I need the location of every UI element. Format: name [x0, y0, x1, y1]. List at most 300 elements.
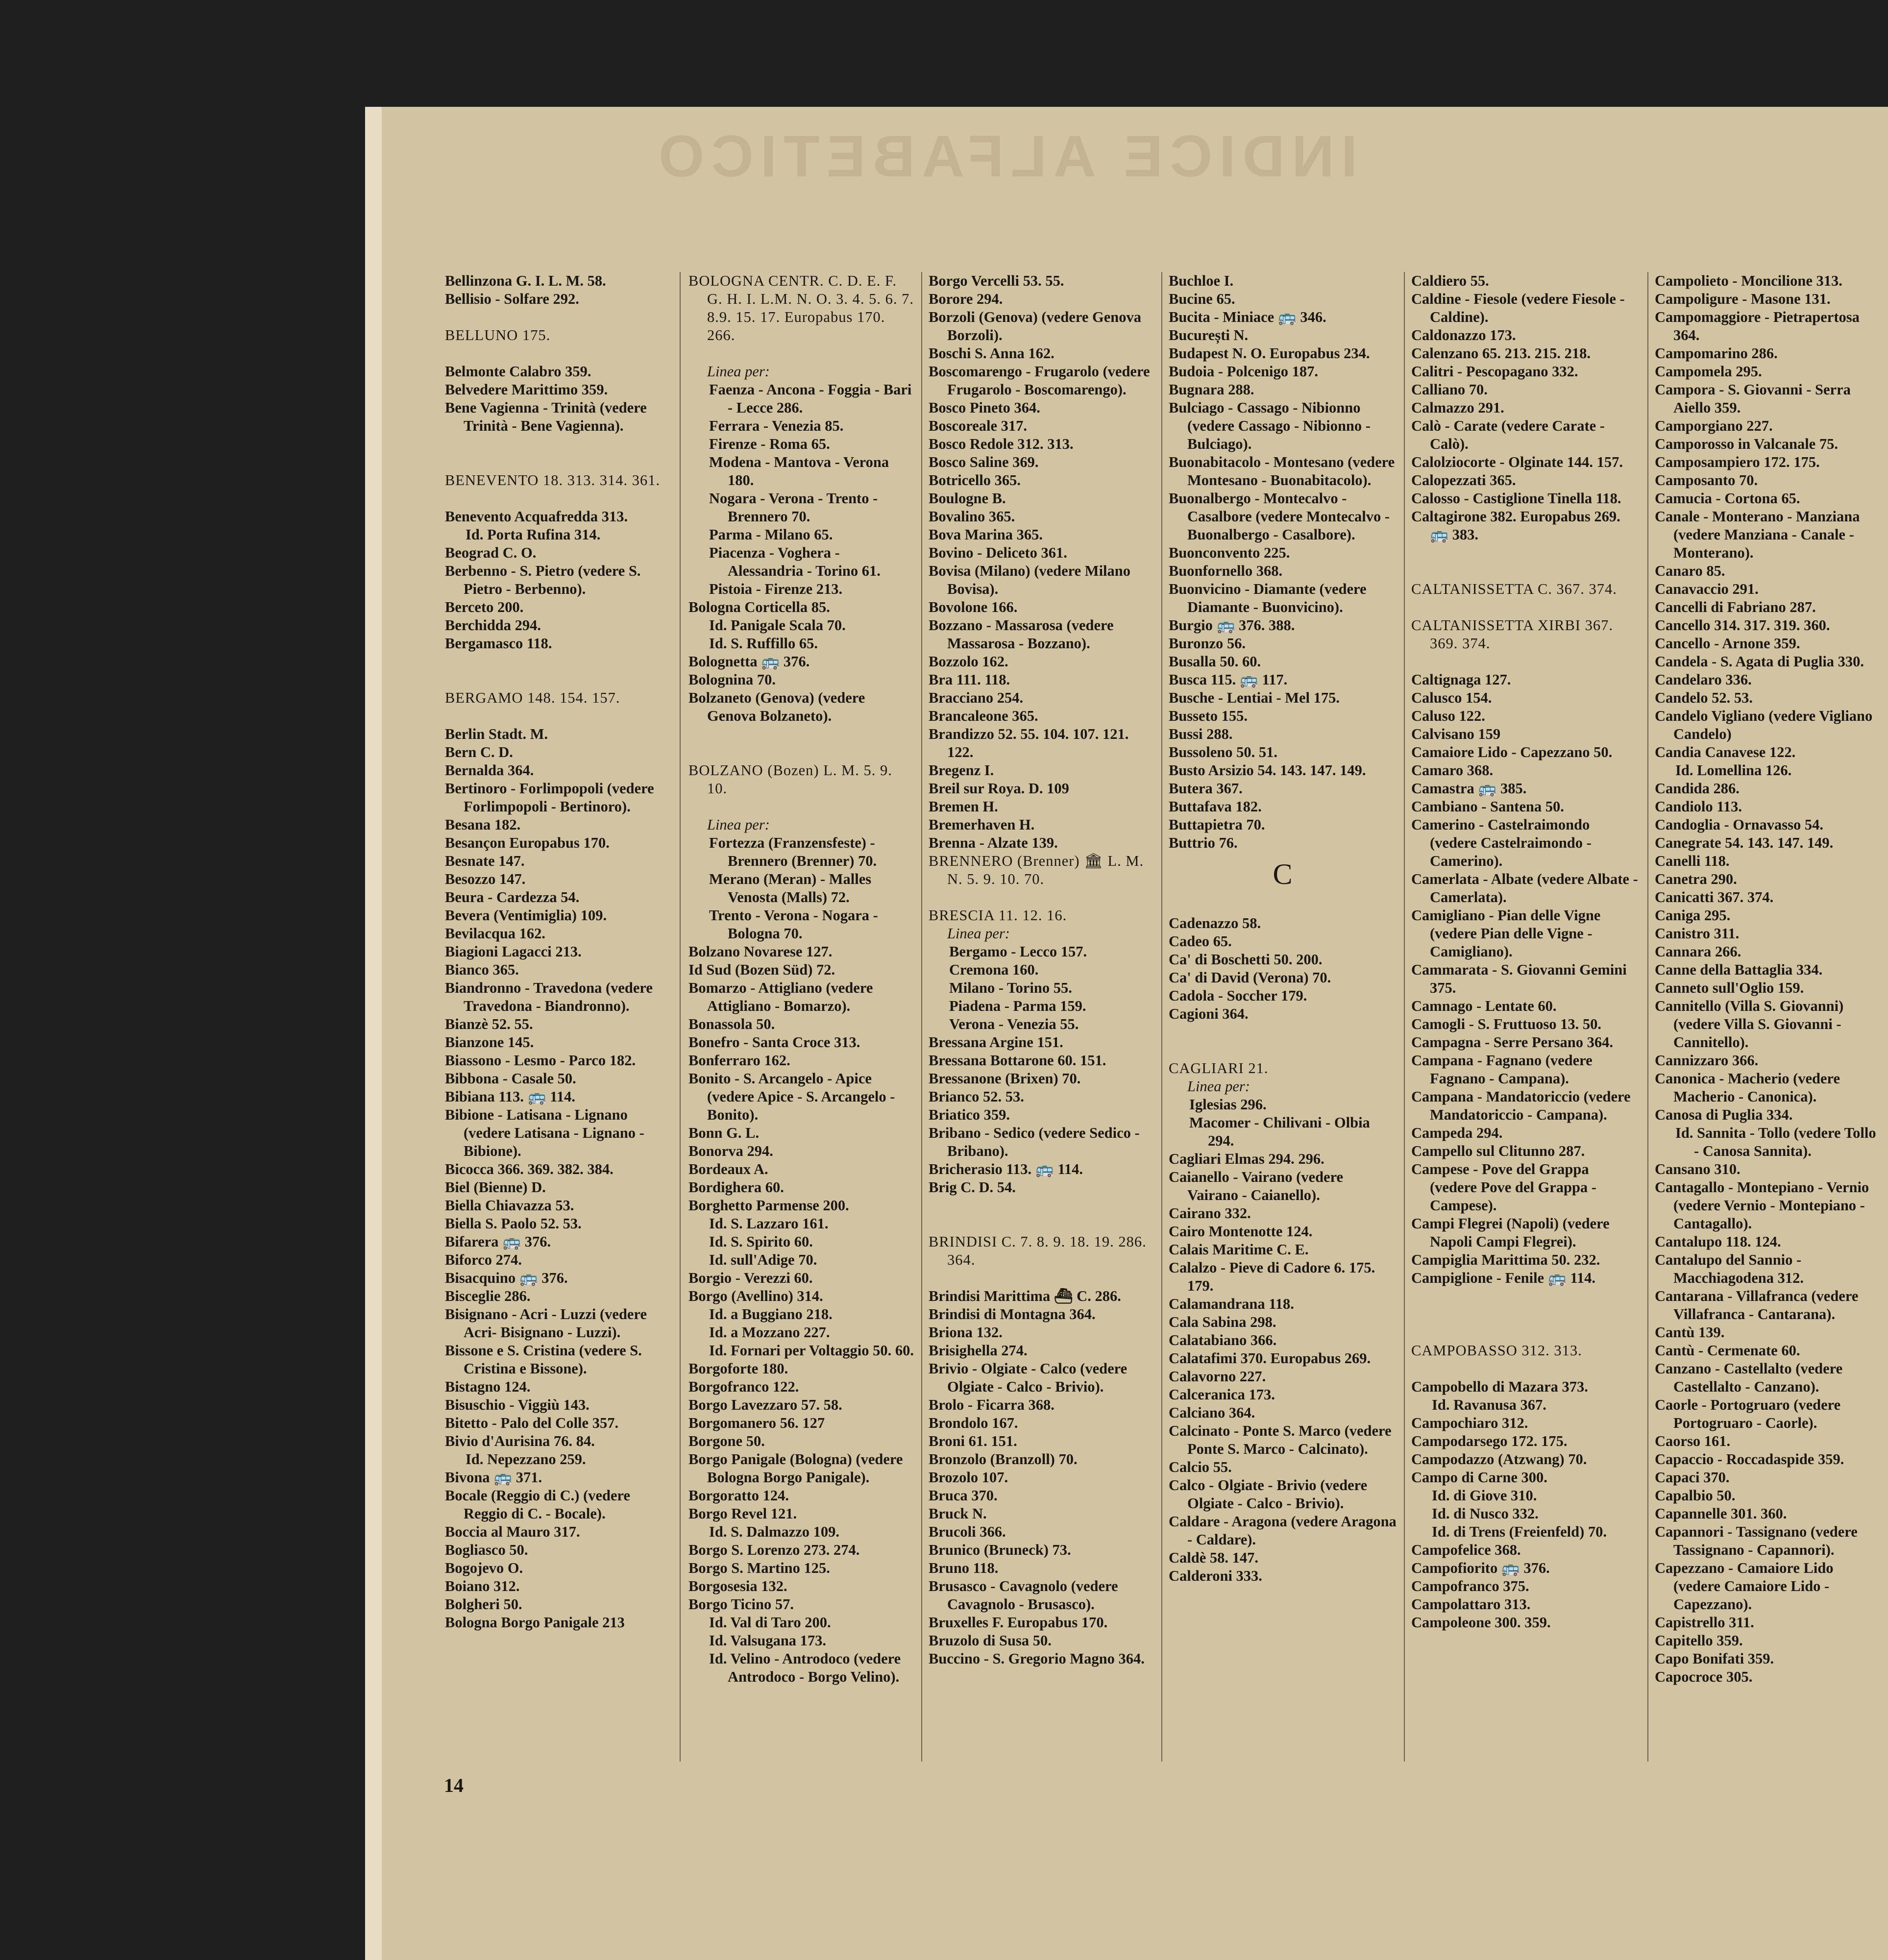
index-entry: Boscoreale 317. [929, 417, 1028, 434]
index-entry: Calciano 364. [1169, 1404, 1255, 1421]
index-entry: Busseto 155. [1169, 708, 1248, 724]
index-entry: Cadeo 65. [1169, 933, 1232, 950]
index-entry: Candiolo 113. [1655, 798, 1742, 815]
index-entry: Buonabitacolo - Montesano (vedere Montesano - Buonabitacolo). [1169, 454, 1395, 489]
index-entry: Bicocca 366. 369. 382. 384. [445, 1161, 613, 1177]
index-entry: Campolieto - Moncilione 313. [1655, 272, 1842, 289]
index-entry: Cadenazzo 58. [1169, 915, 1261, 931]
index-column-2 [688, 272, 916, 1796]
index-entry: Bonn G. L. [688, 1125, 760, 1141]
index-entry: Borgo S. Martino 125. [688, 1560, 830, 1576]
index-entry: Calavorno 227. [1169, 1368, 1266, 1385]
index-entry: Cambiano - Santena 50. [1411, 798, 1564, 815]
index-entry: Buonvicino - Diamante (vedere Diamante - Buonvicino). [1169, 581, 1367, 615]
index-entry: Bonito - S. Arcangelo - Apice (vedere Apice - S. Arcangelo - Bonito). [688, 1070, 895, 1123]
index-entry: Cagioni 364. [1169, 1005, 1249, 1022]
line-label: Linea per: [947, 925, 1010, 942]
index-entry: Campoligure - Masone 131. [1655, 291, 1831, 307]
index-subentry: Parma - Milano 65. [709, 526, 833, 543]
index-entry: Campolattaro 313. [1411, 1596, 1531, 1613]
index-entry: Campomarino 286. [1655, 345, 1778, 362]
index-entry: Ca' di Boschetti 50. 200. [1169, 951, 1323, 968]
index-entry: Budoia - Polcenigo 187. [1169, 363, 1319, 380]
index-entry: Cantalupo del Sannio - Macchiagodena 312. [1655, 1251, 1804, 1286]
index-entry: Bruno 118. [929, 1560, 999, 1576]
index-entry: Borghetto Parmense 200. [688, 1197, 849, 1214]
index-entry: Camucia - Cortona 65. [1655, 490, 1800, 507]
page-number: 14 [444, 1774, 464, 1796]
index-entry: Borgo S. Lorenzo 273. 274. [688, 1542, 860, 1558]
index-entry: Candelaro 336. [1655, 671, 1752, 688]
index-entry: Caldonazzo 173. [1411, 327, 1516, 343]
index-subentry: Piacenza - Voghera - Alessandria - Torino 61. [709, 544, 881, 579]
index-entry: Besozzo 147. [445, 871, 526, 887]
index-entry: Canicatti 367. 374. [1655, 889, 1774, 906]
index-entry: Bisceglie 286. [445, 1288, 531, 1304]
index-subentry: Bergamo - Lecco 157. [949, 943, 1087, 960]
index-entry: Buttapietra 70. [1169, 816, 1265, 833]
index-heading: CALTANISSETTA C. 367. 374. [1411, 581, 1617, 597]
index-entry: Canegrate 54. 143. 147. 149. [1655, 834, 1834, 851]
index-entry: Brig C. D. 54. [929, 1179, 1016, 1196]
index-entry: Cairo Montenotte 124. [1169, 1223, 1313, 1240]
index-entry: Bregenz I. [929, 762, 994, 779]
index-entry: Besnate 147. [445, 853, 525, 869]
index-entry: Bianzone 145. [445, 1034, 534, 1051]
index-entry: Borgo Lavezzaro 57. 58. [688, 1396, 842, 1413]
index-entry: Calco - Olgiate - Brivio (vedere Olgiate - Calco - Brivio). [1169, 1477, 1368, 1512]
index-entry: Bistagno 124. [445, 1378, 531, 1395]
index-entry: Biella Chiavazza 53. [445, 1197, 574, 1214]
index-entry: Bibbona - Casale 50. [445, 1070, 576, 1087]
index-entry: Bogojevo O. [445, 1560, 523, 1576]
index-entry: Bevilacqua 162. [445, 925, 546, 942]
spacer [688, 344, 916, 363]
index-entry: Borgio - Verezzi 60. [688, 1270, 813, 1286]
index-entry: Bracciano 254. [929, 689, 1024, 706]
index-entry: Capistrello 311. [1655, 1614, 1754, 1631]
index-entry: Bussoleno 50. 51. [1169, 744, 1278, 760]
index-entry: Camogli - S. Fruttuoso 13. 50. [1411, 1016, 1602, 1032]
index-entry: Benevento Acquafredda 313. [445, 508, 628, 525]
index-entry: Boschi S. Anna 162. [929, 345, 1054, 362]
index-entry: Bosco Pineto 364. [929, 399, 1040, 416]
index-heading: CAGLIARI 21. [1169, 1060, 1269, 1077]
index-entry: Calosso - Castiglione Tinella 118. [1411, 490, 1621, 507]
index-entry: Calalzo - Pieve di Cadore 6. 175. 179. [1169, 1259, 1375, 1294]
index-entry: Capaci 370. [1655, 1469, 1730, 1486]
index-entry: Bolognina 70. [688, 671, 776, 688]
index-entry: Canonica - Macherio (vedere Macherio - Canonica). [1655, 1070, 1840, 1105]
index-entry: Bruxelles F. Europabus 170. [929, 1614, 1108, 1631]
index-entry: Campochiaro 312. [1411, 1415, 1528, 1431]
index-entry: Boulogne B. [929, 490, 1006, 507]
index-entry: Brianco 52. 53. [929, 1088, 1024, 1105]
index-entry: Candelo Vigliano (vedere Vigliano Candelo) [1655, 708, 1873, 742]
index-entry: Cammarata - S. Giovanni Gemini 375. [1411, 961, 1627, 996]
index-entry: Camposampiero 172. 175. [1655, 454, 1820, 470]
index-subentry: Faenza - Ancona - Foggia - Bari - Lecce 286. [709, 381, 912, 416]
spacer [445, 344, 673, 363]
index-entry: Buttrio 76. [1169, 834, 1238, 851]
index-entry: Caltignaga 127. [1411, 671, 1511, 688]
index-subentry: Id. Ravanusa 367. [1432, 1396, 1546, 1413]
index-entry: Buchloe I. [1169, 272, 1234, 289]
index-entry: Bolognetta 🚌 376. [688, 653, 810, 670]
index-entry: Borgofranco 122. [688, 1378, 799, 1395]
index-entry: Ca' di David (Verona) 70. [1169, 969, 1331, 986]
index-entry: Borgo Panigale (Bologna) (vedere Bologna Borgo Panigale). [688, 1451, 903, 1486]
index-entry: Bovolone 166. [929, 599, 1018, 615]
index-subentry: Milano - Torino 55. [949, 980, 1072, 996]
index-entry: Canosa di Puglia 334. [1655, 1106, 1793, 1123]
index-entry: Campiglia Marittima 50. 232. [1411, 1251, 1600, 1268]
index-entry: Beura - Cardezza 54. [445, 889, 580, 906]
index-entry: Borore 294. [929, 291, 1003, 307]
index-entry: Bolgheri 50. [445, 1596, 522, 1613]
index-heading: BOLZANO (Bozen) L. M. 5. 9. 10. [688, 762, 892, 797]
index-entry: Buronzo 56. [1169, 635, 1246, 652]
index-entry: Boiano 312. [445, 1578, 520, 1594]
index-entry: Biagioni Lagacci 213. [445, 943, 582, 960]
index-entry: Cantagallo - Montepiano - Vernio (vedere Vernio - Montepiano - Cantagallo). [1655, 1179, 1869, 1232]
index-subentry: Id. Fornari per Voltaggio 50. 60. [709, 1342, 914, 1359]
index-entry: Caldare - Aragona (vedere Aragona - Caldare). [1169, 1513, 1397, 1548]
index-entry: Campofelice 368. [1411, 1542, 1521, 1558]
index-entry: Bissone e S. Cristina (vedere S. Cristina e Bissone). [445, 1342, 642, 1377]
spacer [1169, 896, 1397, 914]
index-entry: Bern C. D. [445, 744, 513, 760]
index-entry: Busalla 50. 60. [1169, 653, 1261, 670]
index-column-6 [1655, 272, 1883, 1796]
index-subentry: Ferrara - Venezia 85. [709, 417, 844, 434]
index-entry: Calmazzo 291. [1411, 399, 1504, 416]
index-heading: CALTANISSETTA XIRBI 367. 369. 374. [1411, 617, 1613, 652]
index-subentry: Id. Val di Taro 200. [709, 1614, 831, 1631]
index-entry: Candelo 52. 53. [1655, 689, 1753, 706]
index-entry: Bosco Redole 312. 313. [929, 436, 1074, 452]
index-entry: Botricello 365. [929, 472, 1021, 489]
index-entry: Campodarsego 172. 175. [1411, 1433, 1568, 1449]
index-entry: Boccia al Mauro 317. [445, 1523, 580, 1540]
index-subentry: Pistoia - Firenze 213. [709, 581, 843, 597]
index-entry: Bisacquino 🚌 376. [445, 1270, 568, 1286]
index-entry: Bellinzona G. I. L. M. 58. [445, 272, 606, 289]
spacer [929, 1269, 1156, 1287]
index-subentry: Id. S. Spirito 60. [709, 1233, 813, 1250]
index-entry: Borgoforte 180. [688, 1360, 788, 1377]
index-entry: Bordeaux A. [688, 1161, 768, 1177]
index-heading: BRENNERO (Brenner) 🏛 L. M. N. 5. 9. 10. 70. [929, 853, 1144, 887]
index-entry: Bevera (Ventimiglia) 109. [445, 907, 607, 924]
index-entry: Beograd C. O. [445, 544, 537, 561]
index-entry: Bomarzo - Attigliano (vedere Attigliano - Bomarzo). [688, 980, 873, 1014]
index-entry: Bologna Borgo Panigale 213 [445, 1614, 625, 1631]
index-entry: Caltagirone 382. Europabus 269. 🚌 383. [1411, 508, 1620, 543]
index-entry: Bulciago - Cassago - Nibionno (vedere Cassago - Nibionno - Bulciago). [1169, 399, 1371, 452]
index-entry: Bremen H. [929, 798, 998, 815]
index-entry: Calitri - Pescopagano 332. [1411, 363, 1578, 380]
index-entry: Bovino - Deliceto 361. [929, 544, 1067, 561]
index-entry: Brancaleone 365. [929, 708, 1038, 724]
index-entry: Caldè 58. 147. [1169, 1549, 1258, 1566]
index-entry: Bozzano - Massarosa (vedere Massarosa - Bozzano). [929, 617, 1114, 652]
index-entry: Campofranco 375. [1411, 1578, 1529, 1594]
index-entry: Campana - Fagnano (vedere Fagnano - Campana). [1411, 1052, 1593, 1087]
index-entry: Belvedere Marittimo 359. [445, 381, 608, 398]
index-entry: Bovisa (Milano) (vedere Milano Bovisa). [929, 563, 1130, 597]
index-entry: Buonalbergo - Montecalvo - Casalbore (vedere Montecalvo - Buonalbergo - Casalbore). [1169, 490, 1390, 543]
index-subentry: Id. di Trens (Freienfeld) 70. [1432, 1523, 1607, 1540]
index-entry: Candia Canavese 122. [1655, 744, 1796, 760]
index-entry: Bonefro - Santa Croce 313. [688, 1034, 860, 1051]
index-entry: Calusco 154. [1411, 689, 1492, 706]
index-entry: Boscomarengo - Frugarolo (vedere Frugarolo - Boscomarengo). [929, 363, 1150, 398]
index-entry: Borgomanero 56. 127 [688, 1415, 825, 1431]
index-entry: Brucoli 366. [929, 1523, 1006, 1540]
index-entry: Canzano - Castellalto (vedere Castellalto - Canzano). [1655, 1360, 1843, 1395]
spacer [445, 490, 673, 508]
index-entry: Canne della Battaglia 334. [1655, 961, 1823, 978]
index-entry: Burgio 🚌 376. 388. [1169, 617, 1295, 634]
index-entry: Cadola - Soccher 179. [1169, 987, 1307, 1004]
index-heading: BRINDISI C. 7. 8. 9. 18. 19. 286. 364. [929, 1233, 1147, 1268]
index-entry: Capocroce 305. [1655, 1668, 1753, 1685]
index-entry: Calvisano 159 [1411, 726, 1501, 742]
index-entry: Campese - Pove del Grappa (vedere Pove del Grappa - Campese). [1411, 1161, 1596, 1214]
spacer [1411, 1360, 1639, 1378]
index-entry: Budapest N. O. Europabus 234. [1169, 345, 1370, 362]
index-entry: Bucita - Miniace 🚌 346. [1169, 309, 1326, 325]
index-entry: Butera 367. [1169, 780, 1243, 797]
index-subentry: Cremona 160. [949, 961, 1039, 978]
index-entry: Calatabiano 366. [1169, 1332, 1277, 1348]
index-entry: Brivio - Olgiate - Calco (vedere Olgiate - Calco - Brivio). [929, 1360, 1128, 1395]
index-subentry: Id. Panigale Scala 70. [709, 617, 846, 634]
index-entry: Campana - Mandatoriccio (vedere Mandatoriccio - Campana). [1411, 1088, 1631, 1123]
index-entry: Brindisi di Montagna 364. [929, 1306, 1096, 1323]
index-entry: Campiglione - Fenile 🚌 114. [1411, 1270, 1596, 1286]
spacer [688, 725, 916, 761]
index-entry: Calcinato - Ponte S. Marco (vedere Ponte S. Marco - Calcinato). [1169, 1422, 1392, 1457]
index-entry: Camporosso in Valcanale 75. [1655, 436, 1838, 452]
index-entry: Bocale (Reggio di C.) (vedere Reggio di C. - Bocale). [445, 1487, 631, 1522]
column-divider [921, 272, 922, 1762]
index-subentry: Verona - Venezia 55. [949, 1016, 1079, 1032]
index-entry: Campodazzo (Atzwang) 70. [1411, 1451, 1587, 1468]
index-entry: Camporgiano 227. [1655, 417, 1773, 434]
index-subentry: Id. Velino - Antrodoco (vedere Antrodoco - Borgo Velino). [709, 1650, 901, 1685]
index-entry: Cantalupo 118. 124. [1655, 1233, 1781, 1250]
index-subentry: Modena - Mantova - Verona 180. [709, 454, 889, 489]
index-entry: Cantù 139. [1655, 1324, 1725, 1341]
index-entry: Camposanto 70. [1655, 472, 1758, 489]
index-entry: Brunico (Bruneck) 73. [929, 1542, 1071, 1558]
index-column-1 [445, 272, 673, 1796]
index-entry: Campomaggiore - Pietrapertosa 364. [1655, 309, 1860, 343]
index-entry: Biella S. Paolo 52. 53. [445, 1215, 582, 1232]
index-entry: Borgo Ticino 57. [688, 1596, 794, 1613]
index-entry: Biforco 274. [445, 1251, 522, 1268]
index-entry: Capitello 359. [1655, 1632, 1743, 1649]
index-entry: Cannizzaro 366. [1655, 1052, 1759, 1069]
index-subentry: Id. Porta Rufina 314. [466, 526, 601, 543]
spacer [929, 888, 1156, 906]
index-entry: Brolo - Ficarra 368. [929, 1396, 1054, 1413]
index-entry: Campomela 295. [1655, 363, 1762, 380]
index-subentry: Id. a Mozzano 227. [709, 1324, 830, 1341]
index-subentry: Trento - Verona - Nogara - Bologna 70. [709, 907, 878, 942]
index-entry: Borzoli (Genova) (vedere Genova Borzoli). [929, 309, 1141, 343]
index-entry: Bordighera 60. [688, 1179, 784, 1196]
index-entry: Candida 286. [1655, 780, 1740, 797]
index-entry: Capannori - Tassignano (vedere Tassignano - Capannori). [1655, 1523, 1858, 1558]
index-entry: Campora - S. Giovanni - Serra Aiello 359. [1655, 381, 1851, 416]
spacer [1411, 1287, 1639, 1342]
index-entry: Canneto sull'Oglio 159. [1655, 980, 1804, 996]
index-entry: Bovalino 365. [929, 508, 1015, 525]
index-entry: Bertinoro - Forlimpopoli (vedere Forlimpopoli - Bertinoro). [445, 780, 654, 815]
index-entry: Bogliasco 50. [445, 1542, 528, 1558]
index-entry: Borgo (Avellino) 314. [688, 1288, 823, 1304]
index-entry: Cantù - Cermenate 60. [1655, 1342, 1800, 1359]
index-entry: Bruca 370. [929, 1487, 998, 1504]
index-entry: Caldine - Fiesole (vedere Fiesole - Caldine). [1411, 291, 1625, 325]
index-entry: Camerlata - Albate (vedere Albate - Camerlata). [1411, 871, 1638, 906]
index-entry: Caorso 161. [1655, 1433, 1731, 1449]
index-entry: Capannelle 301. 360. [1655, 1505, 1787, 1522]
index-entry: Bolzano Novarese 127. [688, 943, 833, 960]
index-entry: Camastra 🚌 385. [1411, 780, 1527, 797]
index-entry: Capalbio 50. [1655, 1487, 1736, 1504]
index-entry: Caianello - Vairano (vedere Vairano - Caianello). [1169, 1169, 1344, 1203]
index-entry: Campofiorito 🚌 376. [1411, 1560, 1550, 1576]
index-entry: Calcio 55. [1169, 1459, 1232, 1475]
index-subentry: Id. di Giove 310. [1432, 1487, 1537, 1504]
index-column-5 [1411, 272, 1639, 1796]
index-subentry: Fortezza (Franzensfeste) - Brennero (Brenner) 70. [709, 834, 877, 869]
index-entry: Borgo Revel 121. [688, 1505, 797, 1522]
index-subentry: Id. a Buggiano 218. [709, 1306, 833, 1323]
line-label: Linea per: [707, 363, 770, 380]
index-entry: Calceranica 173. [1169, 1386, 1275, 1403]
index-heading: BOLOGNA CENTR. C. D. E. F. G. H. I. L.M. N. O. 3. 4. 5. 6. 7. 8.9. 15. 17. Europabus 170. 266. [688, 272, 914, 343]
index-entry: Biel (Bienne) D. [445, 1179, 546, 1196]
index-entry: Bra 111. 118. [929, 671, 1010, 688]
index-entry: Id Sud (Bozen Süd) 72. [688, 961, 835, 978]
index-entry: Bruck N. [929, 1505, 987, 1522]
index-entry: Bronzolo (Branzoll) 70. [929, 1451, 1078, 1468]
index-subentry: Id. Lomellina 126. [1675, 762, 1792, 779]
index-entry: Brozolo 107. [929, 1469, 1008, 1486]
index-entry: Cannitello (Villa S. Giovanni) (vedere Villa S. Giovanni - Cannitello). [1655, 998, 1844, 1051]
index-entry: Bianzè 52. 55. [445, 1016, 533, 1032]
index-entry: Cala Sabina 298. [1169, 1314, 1276, 1330]
index-entry: Bologna Corticella 85. [688, 599, 830, 615]
index-entry: Breil sur Roya. D. 109 [929, 780, 1069, 797]
index-entry: Cansano 310. [1655, 1161, 1741, 1177]
index-entry: Bruzolo di Susa 50. [929, 1632, 1052, 1649]
index-subentry: Id. sull'Adige 70. [709, 1251, 817, 1268]
spacer [1411, 653, 1639, 671]
index-subentry: Id. S. Ruffillo 65. [709, 635, 818, 652]
index-entry: Camigliano - Pian delle Vigne (vedere Pian delle Vigne - Camigliano). [1411, 907, 1601, 960]
index-entry: Bivona 🚌 371. [445, 1469, 542, 1486]
index-entry: Canaro 85. [1655, 563, 1725, 579]
index-entry: Brisighella 274. [929, 1342, 1028, 1359]
index-entry: Buccino - S. Gregorio Magno 364. [929, 1650, 1145, 1667]
index-heading: CAMPOBASSO 312. 313. [1411, 1342, 1582, 1359]
index-entry: Cairano 332. [1169, 1205, 1251, 1222]
index-subentry: Macomer - Chilivani - Olbia 294. [1189, 1114, 1370, 1149]
index-entry: Calliano 70. [1411, 381, 1488, 398]
index-entry: Bribano - Sedico (vedere Sedico - Bribano). [929, 1125, 1140, 1159]
index-entry: Bonorva 294. [688, 1143, 773, 1159]
column-divider [1404, 272, 1405, 1762]
spacer [445, 308, 673, 326]
index-entry: Bene Vagienna - Trinità (vedere Trinità - Bene Vagienna). [445, 399, 647, 434]
index-entry: Bozzolo 162. [929, 653, 1008, 670]
index-entry: Calais Maritime C. E. [1169, 1241, 1309, 1258]
index-heading: BERGAMO 148. 154. 157. [445, 689, 620, 706]
index-entry: Capezzano - Camaiore Lido (vedere Camaiore Lido - Capezzano). [1655, 1560, 1834, 1613]
index-entry: Bussi 288. [1169, 726, 1233, 742]
letter-heading: C [1273, 858, 1293, 890]
index-entry: Bellisio - Solfare 292. [445, 291, 579, 307]
index-entry: Campobello di Mazara 373. [1411, 1378, 1588, 1395]
index-entry: Bova Marina 365. [929, 526, 1043, 543]
index-entry: Bitetto - Palo del Colle 357. [445, 1415, 619, 1431]
index-entry: Briatico 359. [929, 1106, 1010, 1123]
index-entry: Campi Flegrei (Napoli) (vedere Napoli Campi Flegrei). [1411, 1215, 1610, 1250]
index-entry: București N. [1169, 327, 1249, 343]
index-entry: Belmonte Calabro 359. [445, 363, 591, 380]
index-entry: Briona 132. [929, 1324, 1003, 1341]
column-divider [1647, 272, 1648, 1762]
index-entry: Campo di Carne 300. [1411, 1469, 1547, 1486]
index-entry: Buonconvento 225. [1169, 544, 1290, 561]
index-subentry: Id. Valsugana 173. [709, 1632, 827, 1649]
index-entry: Cantarana - Villafranca (vedere Villafranca - Cantarana). [1655, 1288, 1859, 1323]
index-entry: Berchidda 294. [445, 617, 541, 634]
index-entry: Bricherasio 113. 🚌 114. [929, 1161, 1083, 1177]
index-subentry: Iglesias 296. [1189, 1096, 1267, 1113]
index-entry: Bernalda 364. [445, 762, 534, 779]
index-entry: Bressana Bottarone 60. 151. [929, 1052, 1106, 1069]
index-entry: Borgoratto 124. [688, 1487, 789, 1504]
index-entry: Caldiero 55. [1411, 272, 1489, 289]
index-column-3 [929, 272, 1156, 1796]
index-entry: Caluso 122. [1411, 708, 1485, 724]
index-entry: Candela - S. Agata di Puglia 330. [1655, 653, 1864, 670]
index-subentry: Merano (Meran) - Malles Venosta (Malls) 72. [709, 871, 872, 906]
index-entry: Canetra 290. [1655, 871, 1737, 887]
line-label: Linea per: [1187, 1078, 1250, 1095]
index-entry: Calopezzati 365. [1411, 472, 1516, 489]
index-entry: Bibiana 113. 🚌 114. [445, 1088, 575, 1105]
index-entry: Besançon Europabus 170. [445, 834, 610, 851]
page-inner-margin [365, 107, 382, 1960]
index-entry: Camaro 368. [1411, 762, 1494, 779]
index-entry: Camerino - Castelraimondo (vedere Castelraimondo - Camerino). [1411, 816, 1592, 869]
index-entry: Berceto 200. [445, 599, 524, 615]
index-entry: Calderoni 333. [1169, 1568, 1262, 1584]
index-entry: Buttafava 182. [1169, 798, 1262, 815]
index-entry: Campello sul Clitunno 287. [1411, 1143, 1585, 1159]
index-entry: Camnago - Lentate 60. [1411, 998, 1557, 1014]
spacer [1411, 544, 1639, 580]
index-entry: Bisuschio - Viggiù 143. [445, 1396, 589, 1413]
